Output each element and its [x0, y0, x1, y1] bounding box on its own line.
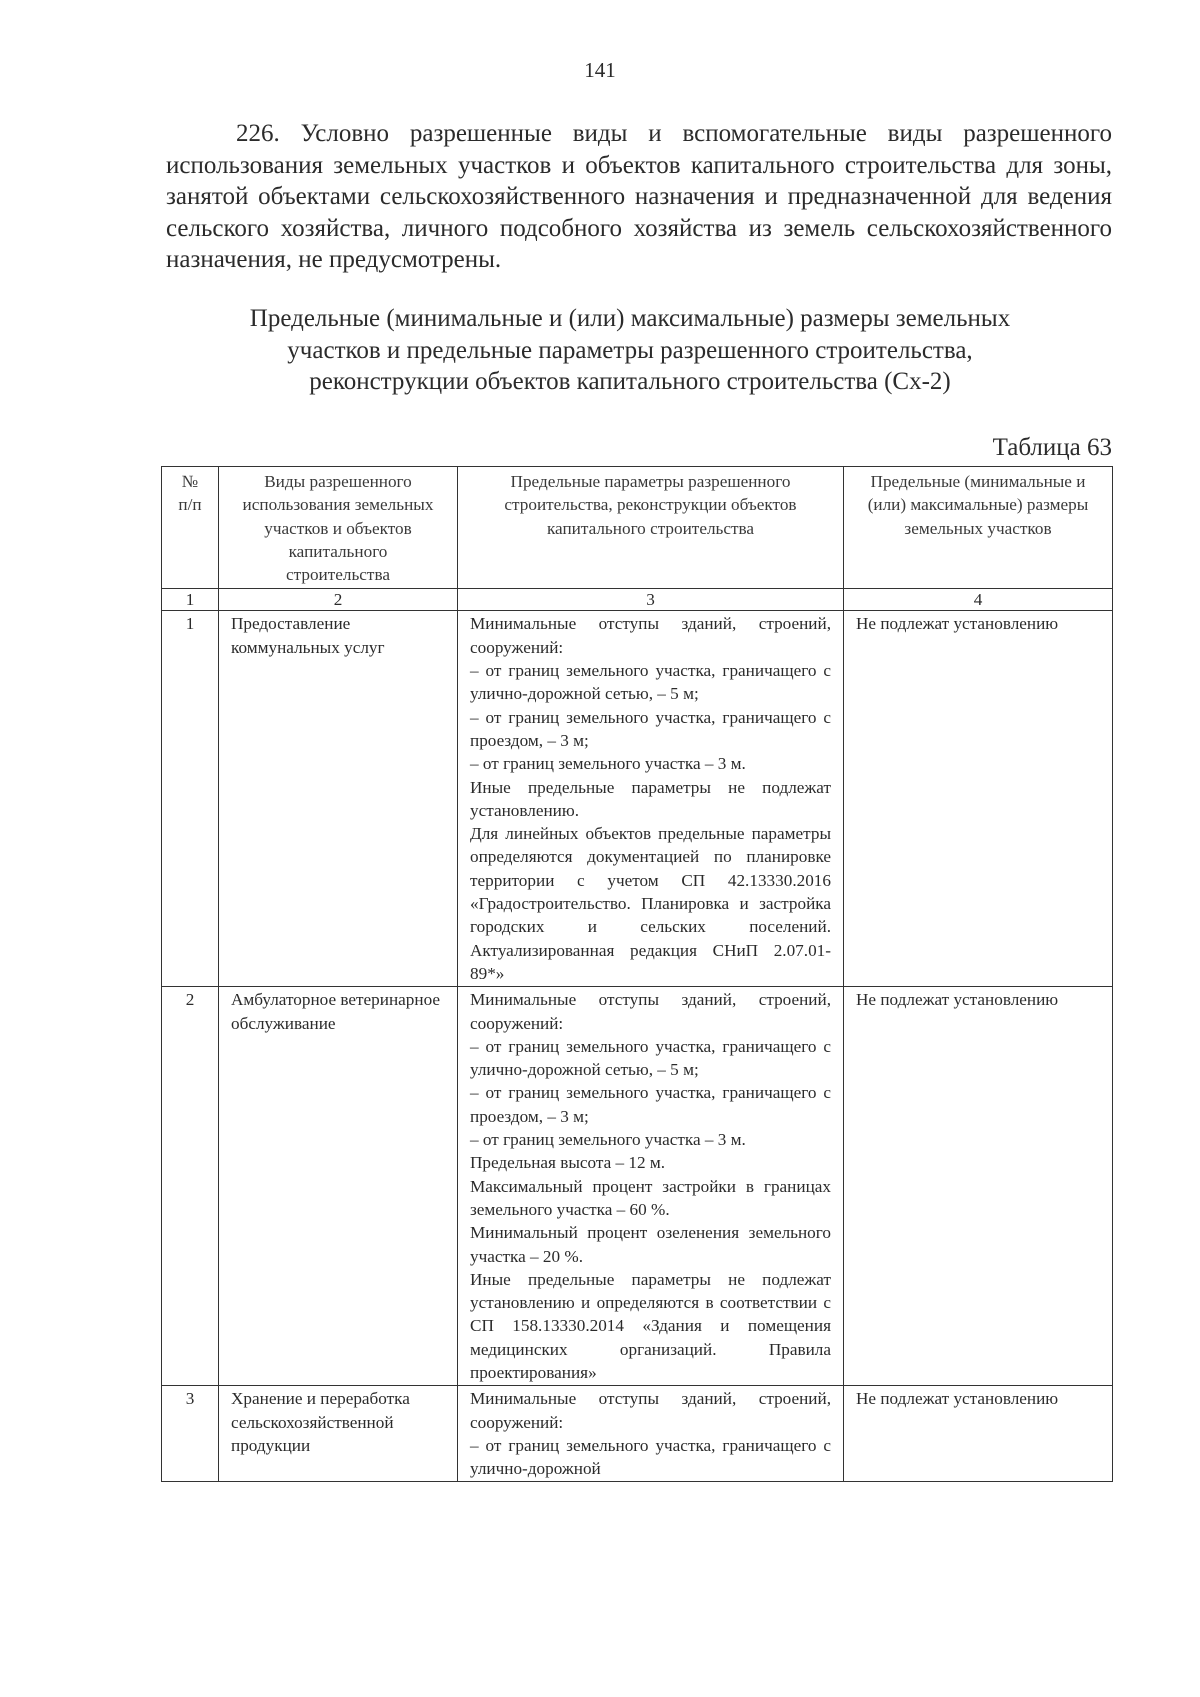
param-line: – от границ земельного участка – 3 м.	[470, 754, 746, 774]
param-line: – от границ земельного участка, граничащего с проездом, – 3 м;	[470, 1083, 831, 1126]
header-params: Предельные параметры разрешенного строительства, реконструкции объектов капитального строительства	[458, 467, 844, 589]
header-sizes: Предельные (минимальные и (или) максимальные) размеры земельных участков	[844, 467, 1113, 589]
heading-line-1: Предельные (минимальные и (или) максимальные) размеры земельных	[249, 305, 1011, 332]
row-size: Не подлежат установлению	[844, 987, 1113, 1386]
row-number: 3	[162, 1386, 219, 1482]
param-line: – от границ земельного участка, граничащего с улично-дорожной сетью, – 5 м;	[470, 1036, 831, 1080]
table-row	[162, 987, 1113, 1386]
param-line: – от границ земельного участка – 3 м.	[470, 1130, 746, 1150]
section-heading	[150, 303, 1110, 398]
param-line: Иные предельные параметры не подлежат установлению.	[470, 777, 831, 820]
param-line: – от границ земельного участка, граничащего с улично-дорожной сетью, – 5 м;	[470, 661, 831, 704]
param-line: Предельная высота – 12 м.	[470, 1153, 666, 1173]
heading-line-3: реконструкции объектов капитального строительства (Сх-2)	[309, 368, 951, 395]
param-line: – от границ земельного участка, граничащего с проездом, – 3 м;	[470, 707, 831, 750]
row-params	[458, 1386, 844, 1482]
row-size: Не подлежат установлению	[844, 611, 1113, 987]
row-size: Не подлежат установлению	[844, 1386, 1113, 1482]
param-line: Для линейных объектов предельные параметры определяются документацией по планировке территории с учетом СП 42.13330.2016 «Градостроительство. Планировка и застройка городских и сельских поселений. Актуализированная редакция СНиП 2.07.01-89*»	[470, 824, 831, 983]
table-row	[162, 1386, 1113, 1482]
parameters-table	[161, 466, 1113, 1482]
column-number-row	[162, 589, 1113, 611]
page-number: 141	[584, 58, 616, 82]
row-type: Амбулаторное ветеринарное обслуживание	[219, 987, 458, 1386]
param-line: Минимальные отступы зданий, строений, сооружений:	[470, 1389, 831, 1432]
column-number: 3	[458, 589, 844, 611]
column-number: 2	[219, 589, 458, 611]
column-number: 1	[162, 589, 219, 611]
header-num: № п/п	[162, 467, 219, 589]
row-number: 2	[162, 987, 219, 1386]
table-row	[162, 611, 1113, 987]
param-line: Минимальный процент озеленения земельного участка – 20 %.	[470, 1223, 831, 1266]
param-line: – от границ земельного участка, граничащего с улично-дорожной	[470, 1435, 831, 1479]
row-number: 1	[162, 611, 219, 987]
intro-paragraph: 226. Условно разрешенные виды и вспомогательные виды разрешенного использования земельных участков и объектов капитального строительства для зоны, занятой объектами сельскохозяйственного назначения и предназначенной для ведения сельского хозяйства, личного подсобного хозяйства из земель сельскохозяйственного назначения, не предусмотрены.	[166, 120, 1112, 273]
header-types: Виды разрешенного использования земельных участков и объектов капитального строительства	[219, 467, 458, 589]
row-type: Хранение и переработка сельскохозяйственной продукции	[219, 1386, 458, 1482]
row-params	[458, 987, 844, 1386]
table-caption: Таблица 63	[992, 434, 1112, 461]
param-line: Максимальный процент застройки в границах земельного участка – 60 %.	[470, 1176, 831, 1219]
column-number: 4	[844, 589, 1113, 611]
param-line: Иные предельные параметры не подлежат установлению и определяются в соответствии с СП 158.13330.2014 «Здания и помещения медицинских организаций. Правила проектирования»	[470, 1269, 831, 1382]
table-header-row	[162, 467, 1113, 589]
param-line: Минимальные отступы зданий, строений, сооружений:	[470, 990, 831, 1033]
row-type: Предоставление коммунальных услуг	[219, 611, 458, 987]
heading-line-2: участков и предельные параметры разрешенного строительства,	[287, 336, 973, 364]
param-line: Минимальные отступы зданий, строений, сооружений:	[470, 614, 831, 657]
row-params	[458, 611, 844, 987]
